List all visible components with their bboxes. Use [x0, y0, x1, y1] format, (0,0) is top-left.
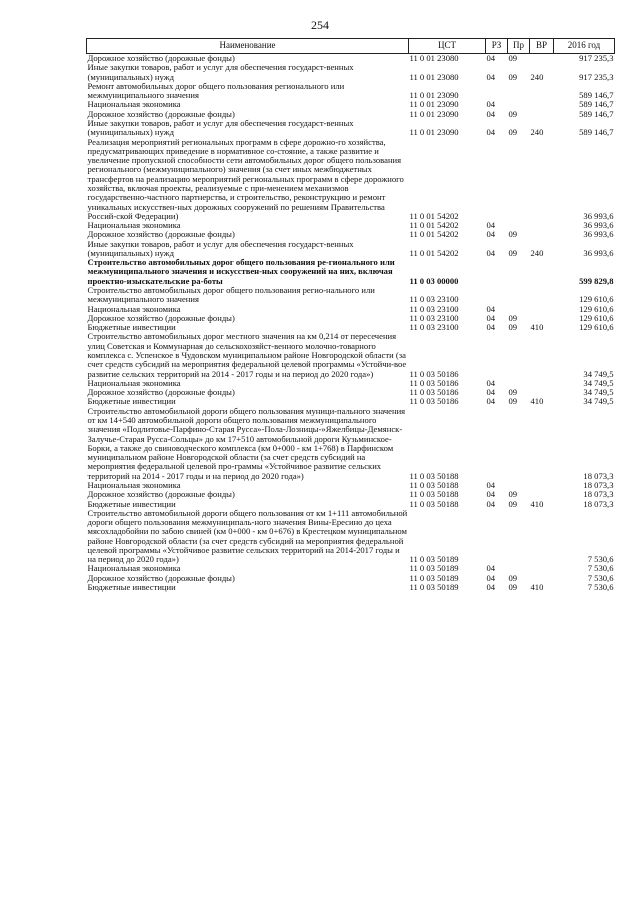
- row-vr: 240: [530, 71, 544, 82]
- row-amount: 18 073,3: [583, 470, 614, 481]
- row-vr: [530, 54, 554, 64]
- header-rz: РЗ: [486, 39, 508, 54]
- table-header: [87, 39, 615, 54]
- row-rz: 04: [486, 99, 496, 110]
- row-name: Национальная экономика: [87, 303, 181, 314]
- row-vr: 240: [530, 247, 544, 258]
- table-row: [87, 138, 615, 222]
- row-code: 11 0 03 50186: [409, 368, 459, 379]
- row-name: Национальная экономика: [87, 377, 181, 388]
- row-vr: [530, 564, 554, 573]
- row-code: 11 0 01 23080: [409, 71, 459, 82]
- row-pr: 09: [508, 396, 518, 407]
- row-rz: [486, 258, 508, 286]
- row-pr: 09: [508, 387, 518, 398]
- row-vr: [530, 82, 554, 101]
- row-code: 11 0 03 50186: [409, 396, 459, 407]
- row-rz: 04: [486, 387, 496, 398]
- header-pr: Пр: [508, 39, 530, 54]
- row-amount: 18 073,3: [583, 498, 614, 509]
- row-name: Иные закупки товаров, работ и услуг для обеспечения государст-венных (муниципальных) нужд: [87, 62, 354, 82]
- header-vr: ВР: [530, 39, 554, 54]
- row-rz: [486, 138, 508, 222]
- row-vr: [530, 100, 554, 109]
- row-vr: [530, 305, 554, 314]
- row-name: Строительство автомобильной дороги общего пользования от км 1+111 автомобильной дороги общего пользования межмуниципаль-ного значения Вины-Ересино до цеха мясохладобойни по забою свиней (км 0+000 - км 0+676) в Крестецком муниципальном районе Новгородской области (за счет средств субсидий на мероприятия федеральной целевой программы «Устойчивое развитие сельских территорий на 2014-2017 годы и на период до 2020 года»): [87, 507, 408, 565]
- row-vr: [530, 258, 554, 286]
- row-amount: 7 530,6: [587, 554, 614, 565]
- row-code: 11 0 03 23100: [409, 322, 459, 333]
- row-name: Бюджетные инвестиции: [87, 396, 176, 407]
- row-pr: [508, 332, 530, 378]
- row-code: 11 0 01 23090: [409, 108, 459, 119]
- row-code: 11 0 03 23100: [409, 312, 459, 323]
- row-amount: 34 749,5: [583, 387, 614, 398]
- row-code: 11 0 03 50188: [409, 498, 459, 509]
- table-row: [87, 63, 615, 82]
- row-rz: [486, 332, 508, 378]
- row-code: 11 0 03 00000: [409, 275, 459, 286]
- row-rz: 04: [486, 396, 496, 407]
- table-row: [87, 286, 615, 305]
- row-vr: [530, 332, 554, 378]
- row-name: Ремонт автомобильных дорог общего пользования регионального или межмуниципального значения: [87, 80, 345, 101]
- row-name: Дорожное хозяйство (дорожные фонды): [87, 108, 235, 119]
- row-vr: [530, 481, 554, 490]
- row-name: Строительство автомобильных дорог общего пользования регио-нального или межмуниципального значения: [87, 285, 375, 305]
- row-name: Реализация мероприятий региональных программ в сфере дорожно-го хозяйства, предусматривающих приведение в нормативное со-стояние, а также развитие и увеличение пропускной способности сети автомобильных дорог общего пользования регионального (межмуниципального) значения (за счет иных межбюджетных трансфертов на реализацию мероприятий региональных программ в сфере дорожного хозяйства, включая проекты, реализуемые с при-менением механизмов государственно-частного партнерства, и строительство, реконструкцию и ремонт уникальных искусствен-ных дорожных сооружений по решениям Правительства Россий-ской Федерации): [87, 136, 404, 221]
- row-amount: 36 993,6: [583, 210, 614, 221]
- row-code: 11 0 03 50186: [409, 377, 459, 388]
- row-amount: 36 993,6: [583, 229, 614, 240]
- row-code: 11 0 03 50189: [409, 572, 459, 583]
- row-code: 11 0 03 50189: [409, 563, 459, 574]
- row-name: Дорожное хозяйство (дорожные фонды): [87, 572, 235, 583]
- row-amount: 129 610,6: [579, 303, 614, 314]
- row-vr: [530, 379, 554, 388]
- row-amount: 917 235,3: [554, 54, 615, 64]
- row-pr: 09: [508, 489, 518, 500]
- row-rz: 04: [486, 582, 496, 593]
- table-row: [87, 332, 615, 378]
- row-rz: 04: [486, 563, 496, 574]
- row-amount: 34 749,5: [583, 396, 614, 407]
- row-code: 11 0 01 23090: [409, 127, 459, 138]
- row-name: Иные закупки товаров, работ и услуг для обеспечения государст-венных (муниципальных) нужд: [87, 117, 354, 138]
- row-pr: 09: [508, 312, 518, 323]
- table-row: [87, 509, 615, 565]
- row-code: 11 0 03 23100: [409, 303, 459, 314]
- row-code: 11 0 03 50188: [409, 489, 459, 500]
- row-amount: 129 610,6: [579, 322, 614, 333]
- row-code: 11 0 01 54202: [409, 220, 459, 231]
- row-vr: 240: [530, 127, 544, 138]
- page-number: 254: [311, 18, 329, 32]
- row-vr: [530, 407, 554, 481]
- row-name: Дорожное хозяйство (дорожные фонды): [87, 312, 235, 323]
- row-rz: 04: [486, 479, 496, 490]
- row-pr: 09: [508, 247, 518, 258]
- row-amount: 36 993,6: [583, 220, 614, 231]
- row-pr: 09: [508, 54, 530, 64]
- row-rz: 04: [486, 498, 496, 509]
- row-rz: 04: [486, 377, 496, 388]
- table-row: [87, 240, 615, 259]
- row-rz: 04: [486, 322, 496, 333]
- row-pr: 09: [508, 229, 518, 240]
- row-name: Национальная экономика: [87, 479, 181, 490]
- row-amount: 599 829,8: [579, 275, 614, 286]
- row-code: 11 0 01 54202: [409, 210, 459, 221]
- table-row: [87, 119, 615, 138]
- row-name: Дорожное хозяйство (дорожные фонды): [87, 229, 235, 240]
- row-name: Строительство автомобильной дороги общего пользования муници-пального значения от км 14+540 автомобильной дороги общего пользования межмуниципального значения «Подлитовье-Парфино-Старая Русса»-Пола-Лозницы-»Яжелбицы-Демянск-Залучье-Старая Русса-Сольцы» до км 17+510 автомобильной дороги Кузьминское-Борки, а также до свиноводческого комплекса (км 0+000 - км 1+768) в Парфинском муниципальном районе Новгородской области (за счет средств субсидий на мероприятия федеральной целевой про-граммы «Устойчивое развитие сельских территорий на 2014 - 2017 годы и на период до 2020 года»): [87, 405, 406, 481]
- row-vr: [530, 230, 554, 239]
- row-name: Национальная экономика: [87, 99, 181, 110]
- table-row: [87, 407, 615, 481]
- row-amount: 18 073,3: [583, 489, 614, 500]
- row-amount: 129 610,6: [579, 312, 614, 323]
- table-row: [87, 82, 615, 101]
- row-pr: [508, 258, 530, 286]
- row-vr: [530, 110, 554, 119]
- row-name: Бюджетные инвестиции: [87, 322, 176, 333]
- row-code: 11 0 01 23090: [409, 99, 459, 110]
- row-amount: 34 749,5: [583, 377, 614, 388]
- row-amount: 7 530,6: [587, 563, 614, 574]
- row-pr: [508, 286, 530, 305]
- row-code: 11 0 03 50189: [409, 582, 459, 593]
- row-name: Национальная экономика: [87, 220, 181, 231]
- row-rz: 04: [486, 489, 496, 500]
- row-vr: 410: [530, 396, 544, 407]
- row-name: Бюджетные инвестиции: [87, 498, 176, 509]
- row-rz: 04: [486, 572, 496, 583]
- row-pr: [508, 407, 530, 481]
- row-rz: 04: [486, 312, 496, 323]
- row-vr: 410: [530, 322, 544, 333]
- row-code: 11 0 03 23100: [409, 294, 459, 305]
- row-code: 11 0 03 50186: [409, 387, 459, 398]
- row-rz: 04: [486, 229, 496, 240]
- row-amount: 589 146,7: [579, 90, 614, 101]
- row-rz: 04: [486, 247, 496, 258]
- row-code: 11 0 01 23090: [409, 90, 459, 101]
- row-rz: [486, 286, 508, 305]
- row-pr: [508, 509, 530, 565]
- row-vr: [530, 509, 554, 565]
- row-pr: 09: [508, 572, 518, 583]
- row-rz: 04: [486, 220, 496, 231]
- row-rz: 04: [486, 303, 496, 314]
- header-amount: 2016 год: [554, 39, 615, 54]
- row-pr: [508, 82, 530, 101]
- row-pr: 09: [508, 71, 518, 82]
- header-code: ЦСТ: [409, 39, 486, 54]
- row-code: 11 0 01 54202: [409, 229, 459, 240]
- row-amount: 7 530,6: [587, 582, 614, 593]
- row-rz: 04: [486, 54, 508, 64]
- header-name: Наименование: [87, 39, 409, 54]
- row-amount: 34 749,5: [583, 368, 614, 379]
- row-vr: 410: [530, 498, 544, 509]
- row-code: 11 0 03 50188: [409, 470, 459, 481]
- row-vr: [530, 138, 554, 222]
- row-rz: [486, 509, 508, 565]
- row-name: Дорожное хозяйство (дорожные фонды): [87, 489, 235, 500]
- row-pr: 09: [508, 582, 518, 593]
- row-amount: 18 073,3: [583, 479, 614, 490]
- row-name: Строительство автомобильных дорог местного значения на км 0,214 от пересечения улиц Советская и Коммунарная до сельскохозяйст-венного молочно-товарного комплекса с. Успенское в Чудовском муниципальном районе Новгородской области (за счет средств субсидий на мероприятия федеральной целевой программы «Устойчи-вое развитие сельских территорий на 2014 - 2017 годы и на период до 2020 года»): [87, 331, 407, 379]
- row-code: 11 0 01 54202: [409, 247, 459, 258]
- row-name: Дорожное хозяйство (дорожные фонды): [87, 387, 235, 398]
- row-amount: 7 530,6: [587, 572, 614, 583]
- row-amount: 129 610,6: [579, 294, 614, 305]
- row-code: 11 0 01 23080: [409, 54, 486, 64]
- row-amount: 36 993,6: [583, 247, 614, 258]
- row-rz: 04: [486, 127, 496, 138]
- row-vr: [530, 221, 554, 230]
- row-pr: 09: [508, 322, 518, 333]
- row-rz: [486, 407, 508, 481]
- row-pr: 09: [508, 108, 518, 119]
- budget-table: [86, 38, 615, 592]
- row-amount: 589 146,7: [579, 99, 614, 110]
- row-amount: 589 146,7: [579, 127, 614, 138]
- table-row: [87, 583, 615, 592]
- row-vr: 410: [530, 582, 544, 593]
- row-code: 11 0 03 50189: [409, 554, 459, 565]
- row-name: Национальная экономика: [87, 563, 181, 574]
- row-pr: [508, 138, 530, 222]
- row-pr: 09: [508, 498, 518, 509]
- row-vr: [530, 286, 554, 305]
- row-rz: 04: [486, 108, 496, 119]
- row-rz: [486, 82, 508, 101]
- row-pr: 09: [508, 127, 518, 138]
- table-row: [87, 258, 615, 286]
- row-amount: 917 235,3: [579, 71, 614, 82]
- row-code: 11 0 03 50188: [409, 479, 459, 490]
- row-name: Иные закупки товаров, работ и услуг для обеспечения государст-венных (муниципальных) нужд: [87, 238, 354, 258]
- table-body: [87, 54, 615, 593]
- row-name: Дорожное хозяйство (дорожные фонды): [87, 54, 409, 64]
- row-name: Строительство автомобильных дорог общего пользования ре-гионального или межмуниципального значения и искусствен-ных сооружений на них, включая проектно-изыскательские ра-боты: [87, 257, 395, 286]
- row-name: Бюджетные инвестиции: [87, 582, 176, 593]
- row-amount: 589 146,7: [579, 108, 614, 119]
- row-rz: 04: [486, 71, 496, 82]
